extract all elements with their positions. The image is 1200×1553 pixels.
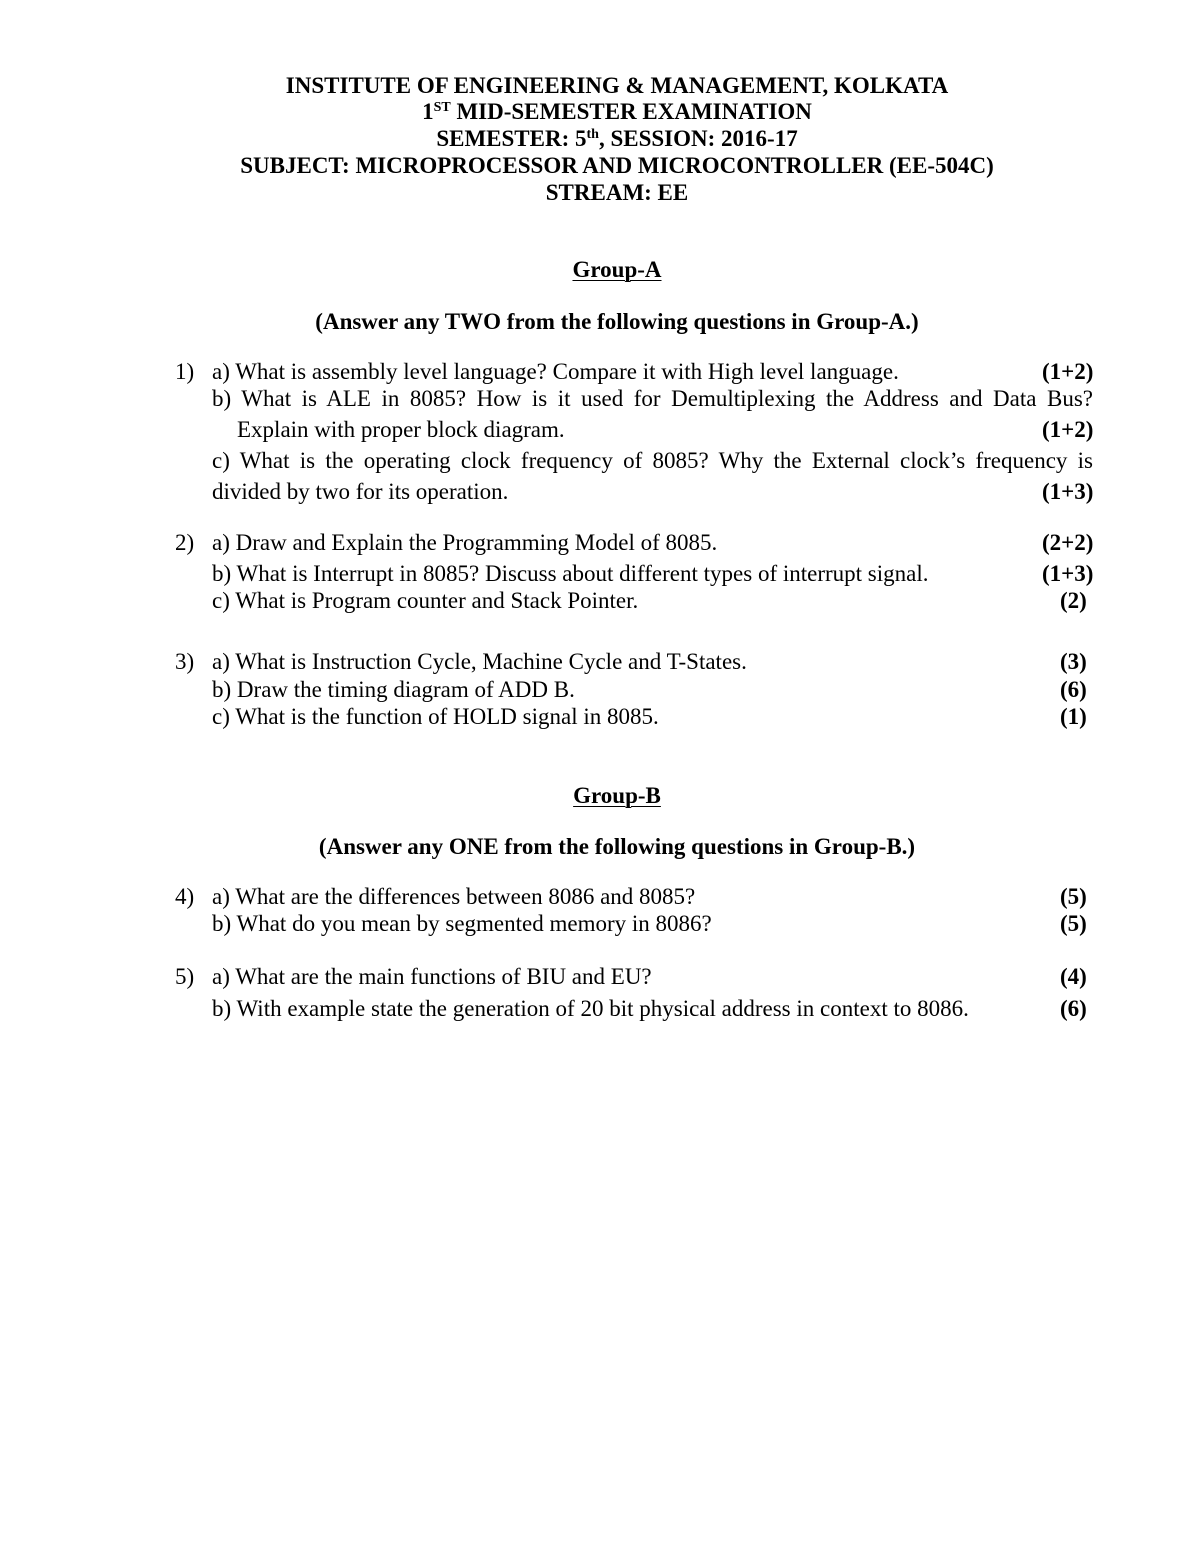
question-3c <box>212 703 659 730</box>
part-text: What is ALE in 8085? How is it used for Demultiplexing the Address and Data Bus? <box>241 386 1093 411</box>
exam-name: MID-SEMESTER EXAMINATION <box>450 99 812 124</box>
part-text: What are the differences between 8086 and 8085? <box>235 884 696 909</box>
question-1a <box>212 358 899 385</box>
question-1b-continuation: Explain with proper block diagram. <box>237 417 565 442</box>
group-a-instruction: (Answer any TWO from the following questions in Group-A.) <box>315 309 919 334</box>
part-label: a) <box>212 649 230 674</box>
question-2a <box>212 529 717 556</box>
question-2-number: 2) <box>175 530 195 555</box>
part-text: What is assembly level language? Compare it with High level language. <box>235 359 899 384</box>
question-4b <box>212 910 712 937</box>
question-1-number: 1) <box>175 359 195 384</box>
question-1c-marks: (1+3) <box>1042 479 1094 504</box>
semester-suffix: th <box>586 127 599 142</box>
question-5a-marks: (4) <box>1060 964 1087 989</box>
subject: SUBJECT: MICROPROCESSOR AND MICROCONTROLLER (EE-504C) <box>240 153 994 178</box>
question-5b-marks: (6) <box>1060 996 1087 1021</box>
question-2c-marks: (2) <box>1060 588 1087 613</box>
group-b-title: Group-B <box>573 783 661 808</box>
question-3b-marks: (6) <box>1060 677 1087 702</box>
semester-session <box>140 125 1094 152</box>
question-3c-marks: (1) <box>1060 704 1087 729</box>
question-1a-marks: (1+2) <box>1042 359 1094 384</box>
question-2a-marks: (2+2) <box>1042 530 1094 555</box>
question-5b <box>212 995 969 1022</box>
exam-ordinal: 1 <box>422 99 434 124</box>
question-2c <box>212 587 638 614</box>
part-label: b) <box>212 677 232 702</box>
part-label: b) <box>212 996 232 1021</box>
question-3b <box>212 676 575 703</box>
part-label: a) <box>212 530 230 555</box>
part-label: c) <box>212 588 230 613</box>
question-2b <box>212 560 929 587</box>
part-text: With example state the generation of 20 bit physical address in context to 8086. <box>236 996 969 1021</box>
part-label: c) <box>212 448 230 473</box>
question-5a <box>212 963 652 990</box>
part-text: What are the main functions of BIU and EU? <box>235 964 652 989</box>
part-text: What is the operating clock frequency of 8085? Why the External clock’s frequency is <box>239 448 1093 473</box>
semester: SEMESTER: 5 <box>436 126 587 151</box>
exam-title <box>140 98 1094 125</box>
part-label: b) <box>212 561 232 586</box>
session: , SESSION: 2016-17 <box>598 126 798 151</box>
part-label: a) <box>212 884 230 909</box>
question-3a-marks: (3) <box>1060 649 1087 674</box>
part-text: Draw and Explain the Programming Model of 8085. <box>235 530 718 555</box>
part-text: What is Program counter and Stack Pointer. <box>235 588 639 613</box>
part-label: b) <box>212 386 232 411</box>
part-label: a) <box>212 964 230 989</box>
question-1c-continuation: divided by two for its operation. <box>212 479 509 504</box>
part-label: a) <box>212 359 230 384</box>
part-label: b) <box>212 911 232 936</box>
question-1b <box>212 385 1093 412</box>
exam-ordinal-suffix: ST <box>433 100 451 115</box>
question-4-number: 4) <box>175 884 195 909</box>
question-3-number: 3) <box>175 649 195 674</box>
group-b-instruction: (Answer any ONE from the following questions in Group-B.) <box>318 834 916 859</box>
question-4a <box>212 883 695 910</box>
question-1c <box>212 447 1093 474</box>
part-label: c) <box>212 704 230 729</box>
stream: STREAM: EE <box>545 180 689 205</box>
question-3a <box>212 648 747 675</box>
question-2b-marks: (1+3) <box>1042 561 1094 586</box>
question-4a-marks: (5) <box>1060 884 1087 909</box>
part-text: What is Instruction Cycle, Machine Cycle and T-States. <box>235 649 747 674</box>
part-text: What is Interrupt in 8085? Discuss about different types of interrupt signal. <box>236 561 929 586</box>
question-4b-marks: (5) <box>1060 911 1087 936</box>
part-text: Draw the timing diagram of ADD B. <box>236 677 575 702</box>
group-a-title: Group-A <box>572 257 662 282</box>
question-1b-marks: (1+2) <box>1042 417 1094 442</box>
part-text: What is the function of HOLD signal in 8085. <box>235 704 659 729</box>
question-5-number: 5) <box>175 964 195 989</box>
institute-name: INSTITUTE OF ENGINEERING & MANAGEMENT, KOLKATA <box>285 73 949 98</box>
part-text: What do you mean by segmented memory in 8086? <box>236 911 712 936</box>
